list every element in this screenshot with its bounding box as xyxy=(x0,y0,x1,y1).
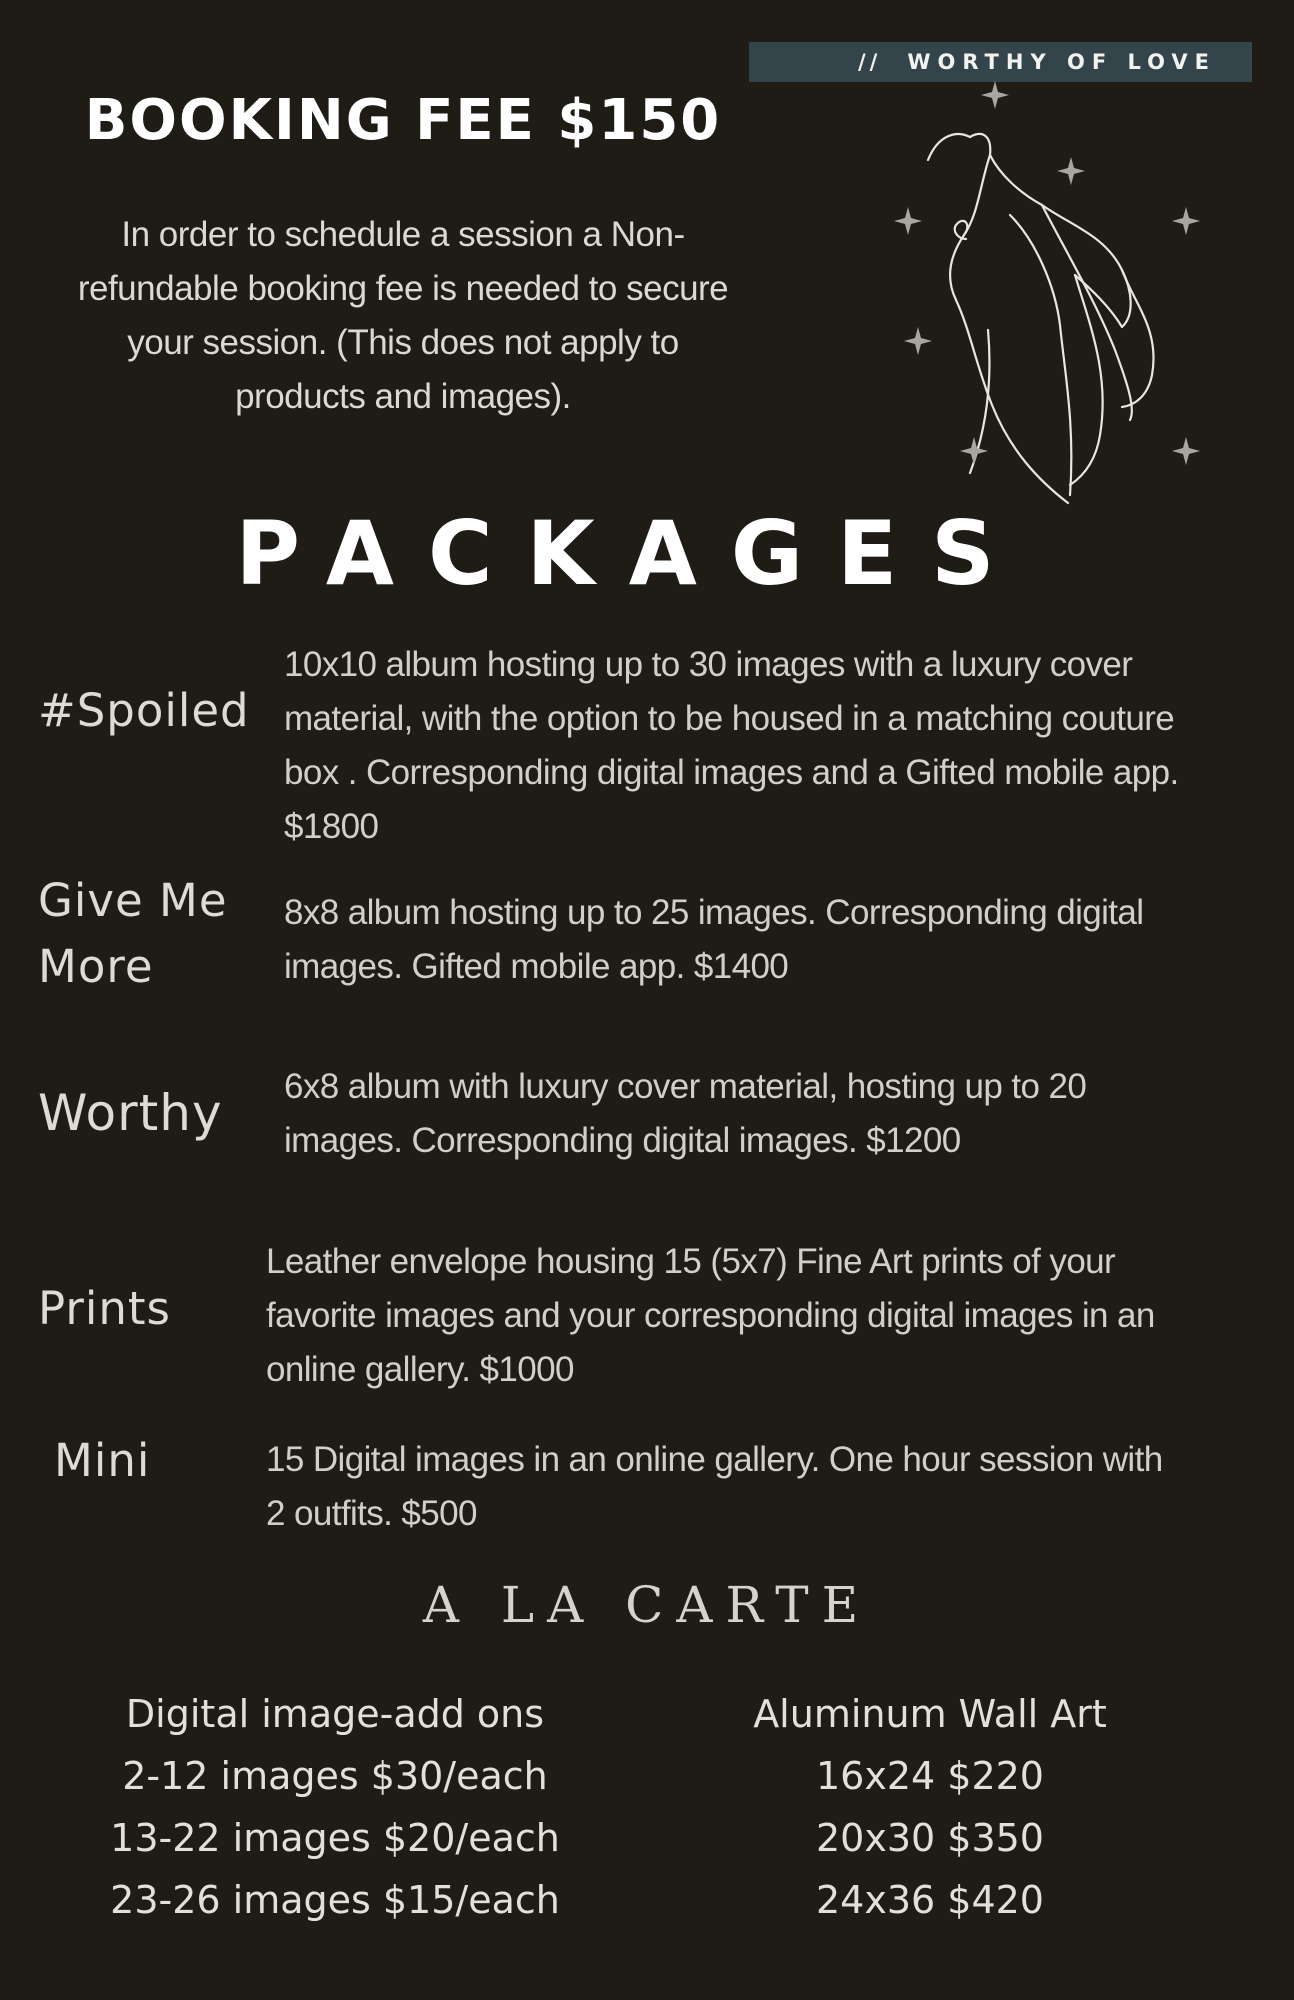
aluminum-wall-art-column xyxy=(700,1683,1160,1931)
booking-desc-line: refundable booking fee is needed to secure xyxy=(77,269,729,308)
aluminum-wall-art-price: 24x36 $420 xyxy=(816,1878,1044,1922)
line-art-figure-icon xyxy=(860,75,1280,525)
digital-addon-price: 2-12 images $30/each xyxy=(122,1754,548,1798)
digital-addons-heading: Digital image-add ons xyxy=(125,1692,545,1736)
booking-fee-description xyxy=(40,208,766,424)
package-desc-line: 8x8 album hosting up to 25 images. Corresponding digital xyxy=(284,893,1144,932)
aluminum-wall-art-price: 20x30 $350 xyxy=(816,1816,1044,1860)
aluminum-wall-art-price: 16x24 $220 xyxy=(816,1754,1044,1798)
package-name-spoiled xyxy=(38,678,250,744)
package-desc-line: 6x8 album with luxury cover material, hosting up to 20 xyxy=(284,1067,1087,1106)
package-desc-line: online gallery. $1000 xyxy=(266,1350,574,1389)
package-description-mini xyxy=(266,1433,1266,1541)
package-description-give-me-more xyxy=(284,886,1274,994)
package-name-line: More xyxy=(38,940,154,993)
package-name-give-me-more xyxy=(38,868,228,1000)
booking-desc-line: products and images). xyxy=(235,377,571,416)
package-desc-line: 2 outfits. $500 xyxy=(266,1494,477,1533)
package-name-line: Prints xyxy=(38,1282,171,1335)
alacarte-title: A LA CARTE xyxy=(422,1576,872,1634)
digital-addons-column xyxy=(70,1683,600,1931)
booking-fee-title: BOOKING FEE $150 xyxy=(84,88,722,153)
booking-desc-line: In order to schedule a session a Non- xyxy=(121,215,685,254)
package-name-mini xyxy=(54,1428,150,1494)
package-desc-line: favorite images and your corresponding digital images in an xyxy=(266,1296,1155,1335)
package-desc-line: box . Corresponding digital images and a Gifted mobile app. xyxy=(284,753,1179,792)
package-desc-line: 15 Digital images in an online gallery. One hour session with xyxy=(266,1440,1163,1479)
package-name-line: Mini xyxy=(54,1434,151,1487)
booking-desc-line: your session. (This does not apply to xyxy=(127,323,679,362)
package-desc-line: images. Corresponding digital images. $1200 xyxy=(284,1121,961,1160)
package-name-line: #Spoiled xyxy=(38,684,250,737)
digital-addon-price: 13-22 images $20/each xyxy=(110,1816,560,1860)
aluminum-wall-art-heading: Aluminum Wall Art xyxy=(753,1692,1107,1736)
packages-title: PACKAGES xyxy=(235,502,1029,605)
package-desc-line: material, with the option to be housed in a matching couture xyxy=(284,699,1175,738)
package-description-worthy xyxy=(284,1060,1274,1168)
package-description-prints xyxy=(266,1235,1266,1397)
package-name-line: Give Me xyxy=(38,874,228,927)
digital-addon-price: 23-26 images $15/each xyxy=(110,1878,560,1922)
package-name-prints xyxy=(38,1276,171,1342)
package-name-line: Worthy xyxy=(38,1084,223,1142)
package-name-worthy xyxy=(38,1080,223,1146)
package-desc-line: Leather envelope housing 15 (5x7) Fine Art prints of your xyxy=(266,1242,1116,1281)
package-description-spoiled xyxy=(284,638,1274,854)
package-desc-line: 10x10 album hosting up to 30 images with a luxury cover xyxy=(284,645,1133,684)
package-desc-line: $1800 xyxy=(284,807,379,846)
brand-slashes: // xyxy=(857,50,882,74)
package-desc-line: images. Gifted mobile app. $1400 xyxy=(284,947,789,986)
brand-tagline: WORTHY OF LOVE xyxy=(907,50,1216,74)
